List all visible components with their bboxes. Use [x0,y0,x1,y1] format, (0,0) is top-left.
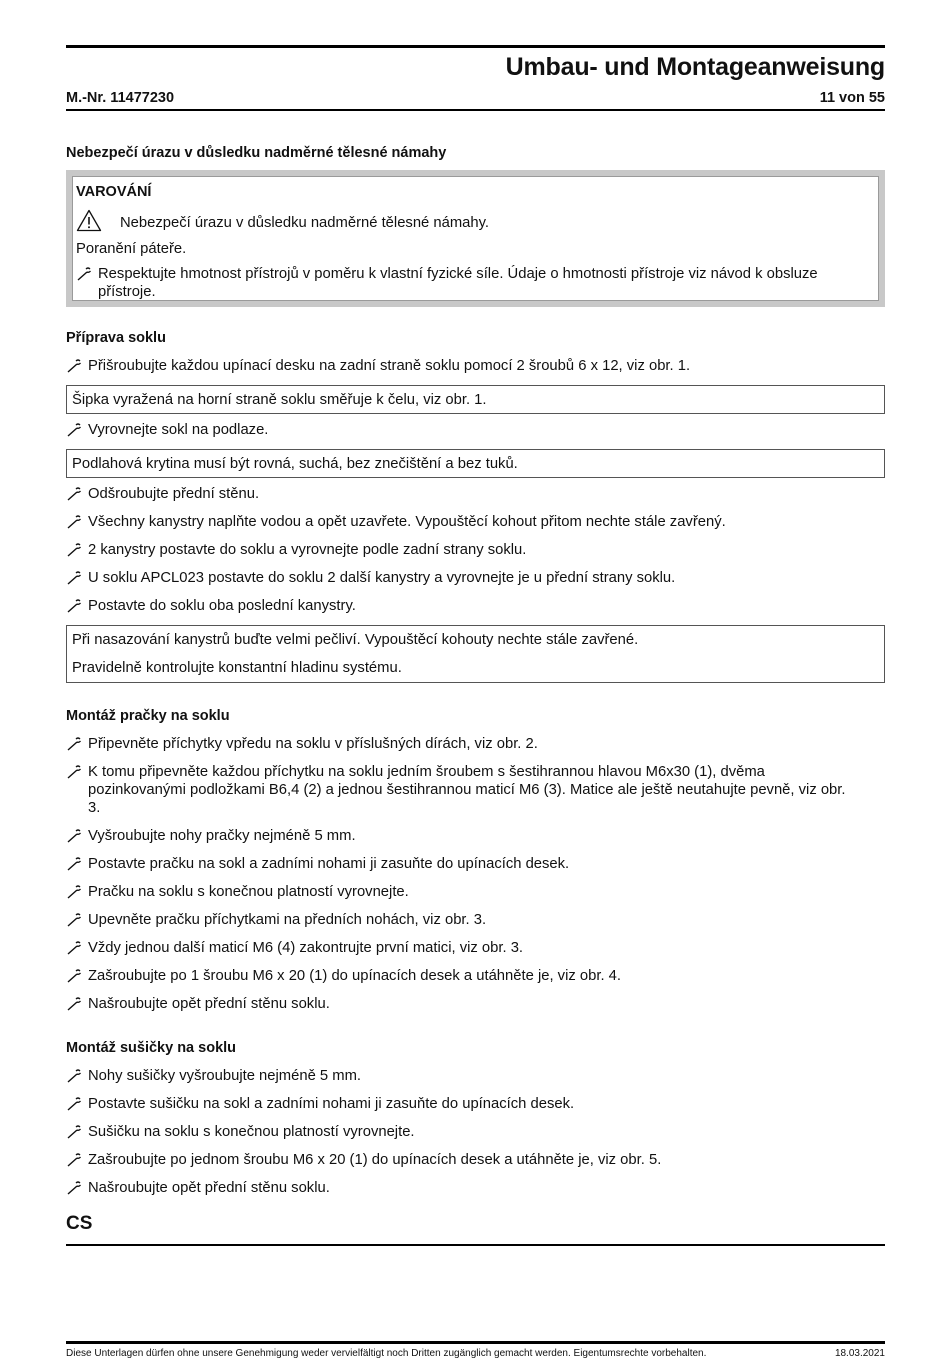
step-text: Postavte sušičku na sokl a zadními nohami ji zasuňte do upínacích desek. [88,1096,575,1112]
list-item [66,911,856,929]
footer-rule [66,1341,885,1344]
wrench-icon [66,856,82,872]
list-item [66,485,856,503]
wrench-icon [66,764,82,780]
wrench-icon [66,1152,82,1168]
step-text: Zašroubujte po jednom šroubu M6 x 20 (1) do upínacích desek a utáhněte je, viz obr. 5. [88,1152,662,1168]
step-text: Postavte pračku na sokl a zadními nohami ji zasuňte do upínacích desek. [88,856,570,872]
language-code: CS [66,1213,93,1234]
note-text: Pravidelně kontrolujte konstantní hladinu systému. [72,660,402,676]
washer-heading: Montáž pračky na soklu [66,708,230,724]
hazard-heading: Nebezpečí úrazu v důsledku nadměrné tělesné námahy [66,145,447,161]
note-text: Podlahová krytina musí být rovná, suchá, bez znečištění a bez tuků. [72,456,518,472]
wrench-icon [66,884,82,900]
list-item [66,421,856,439]
header-bottom-rule [66,109,885,111]
wrench-icon [66,968,82,984]
wrench-icon [66,486,82,502]
model-number: M.-Nr. 11477230 [66,90,175,106]
warning-label: VAROVÁNÍ [76,184,152,200]
step-text: Postavte do soklu oba poslední kanystry. [88,598,356,614]
wrench-icon [66,598,82,614]
wrench-icon [66,828,82,844]
step-text: Vyrovnejte sokl na podlaze. [88,422,269,438]
step-text: Sušičku na soklu s konečnou platností vyrovnejte. [88,1124,415,1140]
step-text: Našroubujte opět přední stěnu soklu. [88,996,330,1012]
wrench-icon [66,422,82,438]
step-text: Všechny kanystry naplňte vodou a opět uzavřete. Vypouštěcí kohout přitom nechte stále zavřený. [88,514,726,530]
step-text: Vždy jednou další maticí M6 (4) zakontrujte první matici, viz obr. 3. [88,940,524,956]
wrench-icon [66,514,82,530]
wrench-icon [66,1096,82,1112]
step-text: 2 kanystry postavte do soklu a vyrovnejte podle zadní strany soklu. [88,542,527,558]
page-number: 11 von 55 [819,90,885,106]
list-item [66,995,856,1013]
note-box [66,385,885,414]
note-text: Při nasazování kanystrů buďte velmi pečliví. Vypouštěcí kohouty nechte stále zavřené. [72,632,639,648]
step-text: Našroubujte opět přední stěnu soklu. [88,1180,330,1196]
wrench-icon [66,912,82,928]
warning-action-text: Respektujte hmotnost přístrojů v poměru k vlastní fyzické síle. Údaje o hmotnosti přístroje viz návod k obsluze přístroje. [98,266,818,300]
step-text: Zašroubujte po 1 šroubu M6 x 20 (1) do upínacích desek a utáhněte je, viz obr. 4. [88,968,622,984]
list-item [66,827,856,845]
list-item [66,569,856,587]
list-item [66,1123,856,1141]
step-text: Odšroubujte přední stěnu. [88,486,260,502]
step-text: Upevněte pračku příchytkami na předních nohách, viz obr. 3. [88,912,487,928]
wrench-icon [66,542,82,558]
step-text: Vyšroubujte nohy pračky nejméně 5 mm. [88,828,356,844]
note-text: Šipka vyražená na horní straně soklu směřuje k čelu, viz obr. 1. [72,392,487,408]
prep-heading: Příprava soklu [66,330,166,346]
footer-date: 18.03.2021 [834,1348,885,1359]
wrench-icon [66,1124,82,1140]
warning-action [76,265,866,301]
list-item [66,883,856,901]
list-item [66,735,856,753]
note-box [66,625,885,683]
warning-triangle-icon [76,209,102,232]
warning-box [66,170,885,307]
warning-hazard-text: Nebezpečí úrazu v důsledku nadměrné tělesné námahy. [120,215,490,231]
header-top-rule [66,45,885,48]
list-item [66,513,856,531]
wrench-icon [66,358,82,374]
list-item [66,1179,856,1197]
step-text: Pračku na soklu s konečnou platností vyrovnejte. [88,884,409,900]
list-item [66,541,856,559]
wrench-icon [76,266,92,282]
list-item [66,357,856,375]
list-item [66,1067,856,1085]
wrench-icon [66,940,82,956]
wrench-icon [66,996,82,1012]
content-bottom-rule [66,1244,885,1246]
wrench-icon [66,570,82,586]
list-item [66,939,856,957]
step-text: U soklu APCL023 postavte do soklu 2 další kanystry a vyrovnejte je u přední strany soklu. [88,570,676,586]
step-text: K tomu připevněte každou příchytku na soklu jedním šroubem s šestihrannou hlavou M6x30 (1), dvěma pozinkovanými podložkami B6,4 (2) a jednou šestihrannou maticí M6 (3). Matice ale ještě neutahujte pevně, viz obr. 3. [88,764,846,816]
step-text: Nohy sušičky vyšroubujte nejméně 5 mm. [88,1068,362,1084]
note-box [66,449,885,478]
list-item [66,967,856,985]
list-item [66,1095,856,1113]
warning-injury-text: Poranění páteře. [76,241,187,257]
list-item [66,763,846,817]
footer-notice: Diese Unterlagen dürfen ohne unsere Genehmigung weder vervielfältigt noch Dritten zugänglich gemacht werden. Eigentumsrechte vorbehalten. [66,1348,707,1359]
list-item [66,855,856,873]
document-page [66,0,885,1369]
wrench-icon [66,736,82,752]
dryer-heading: Montáž sušičky na soklu [66,1040,237,1056]
wrench-icon [66,1068,82,1084]
wrench-icon [66,1180,82,1196]
list-item [66,597,856,615]
step-text: Přišroubujte každou upínací desku na zadní straně soklu pomocí 2 šroubů 6 x 12, viz obr. 1. [88,358,691,374]
document-title: Umbau- und Montageanweisung [505,53,885,81]
step-text: Připevněte příchytky vpředu na soklu v příslušných dírách, viz obr. 2. [88,736,538,752]
list-item [66,1151,856,1169]
